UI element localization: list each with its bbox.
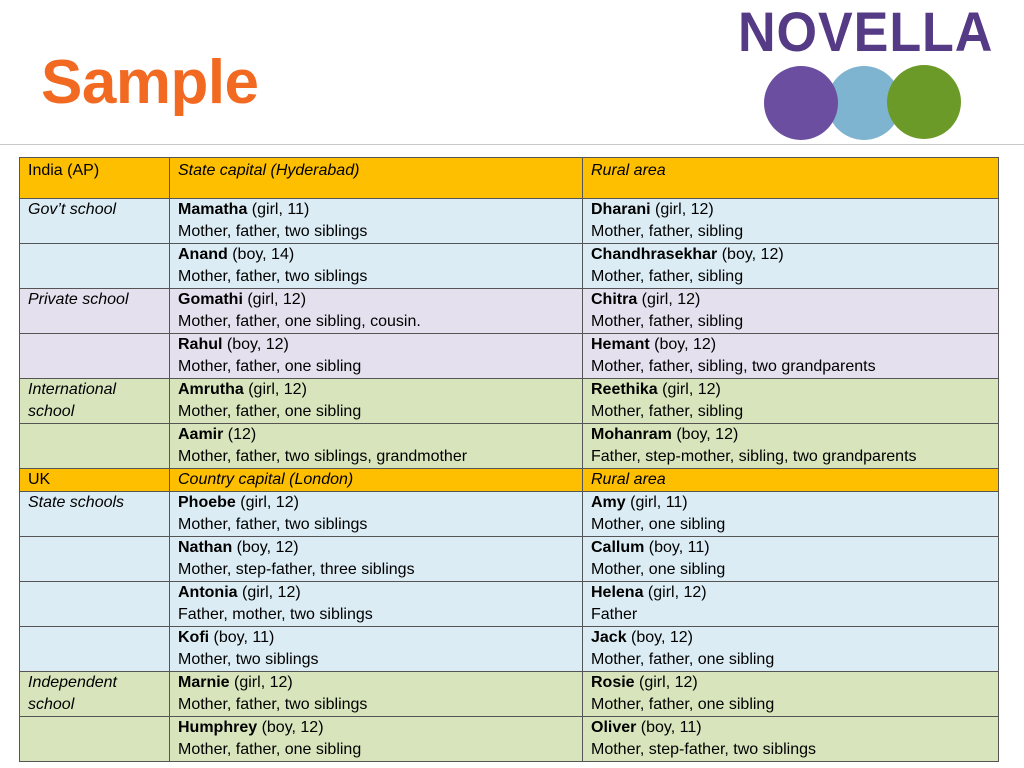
child-cell <box>170 672 583 717</box>
sample-table <box>19 157 999 762</box>
child-info: (boy, 12) <box>626 629 693 646</box>
child-family: Mother, father, two siblings <box>178 696 368 713</box>
table-row <box>20 379 999 424</box>
child-family: Mother, father, sibling, two grandparents <box>591 358 876 375</box>
child-cell <box>583 717 999 762</box>
child-cell <box>583 424 999 469</box>
child-cell <box>170 582 583 627</box>
title-divider <box>0 144 1024 145</box>
child-cell <box>583 244 999 289</box>
child-name: Rosie <box>591 674 635 691</box>
table-row <box>20 492 999 537</box>
table-row <box>20 289 999 334</box>
child-name: Mohanram <box>591 426 672 443</box>
child-family: Mother, father, sibling <box>591 313 744 330</box>
table-row <box>20 627 999 672</box>
child-family: Mother, father, sibling <box>591 403 744 420</box>
table-row <box>20 582 999 627</box>
child-name: Amy <box>591 494 626 511</box>
child-info: (girl, 12) <box>235 494 299 511</box>
uk-header-row <box>20 469 999 492</box>
child-cell <box>170 334 583 379</box>
child-cell <box>583 199 999 244</box>
child-info: (girl, 12) <box>634 674 698 691</box>
child-info: (boy, 12) <box>232 539 299 556</box>
school-cell <box>20 334 170 379</box>
child-name: Callum <box>591 539 645 556</box>
child-family: Father, mother, two siblings <box>178 606 373 623</box>
child-family: Mother, father, one sibling <box>591 651 775 668</box>
child-family: Father <box>591 606 638 623</box>
child-name: Helena <box>591 584 644 601</box>
child-name: Kofi <box>178 629 210 646</box>
child-family: Mother, father, sibling <box>591 223 744 240</box>
child-info: (girl, 12) <box>643 584 707 601</box>
child-cell <box>583 492 999 537</box>
table-row <box>20 244 999 289</box>
child-cell <box>583 672 999 717</box>
child-family: Mother, father, two siblings, grandmother <box>178 448 468 465</box>
table-row <box>20 199 999 244</box>
child-family: Mother, step-father, three siblings <box>178 561 415 578</box>
child-cell <box>170 244 583 289</box>
child-cell <box>170 717 583 762</box>
child-info: (girl, 12) <box>229 674 293 691</box>
table-row <box>20 537 999 582</box>
child-family: Mother, step-father, two siblings <box>591 741 816 758</box>
child-info: (girl, 12) <box>237 584 301 601</box>
child-name: Rahul <box>178 336 223 353</box>
child-info: (boy, 11) <box>636 719 702 736</box>
child-name: Gomathi <box>178 291 243 308</box>
logo-circle-green <box>887 65 961 139</box>
table-row <box>20 424 999 469</box>
child-name: Amrutha <box>178 381 244 398</box>
child-cell <box>583 537 999 582</box>
child-cell <box>170 537 583 582</box>
child-name: Jack <box>591 629 627 646</box>
child-info: (girl, 11) <box>625 494 688 511</box>
school-cell: International school <box>20 379 170 424</box>
child-name: Anand <box>178 246 228 263</box>
child-cell <box>170 379 583 424</box>
child-info: (12) <box>223 426 257 443</box>
novella-logo-circles <box>760 64 970 144</box>
child-info: (girl, 12) <box>243 381 307 398</box>
child-cell <box>170 199 583 244</box>
child-cell <box>170 424 583 469</box>
child-info: (boy, 14) <box>227 246 295 263</box>
child-info: (boy, 12) <box>649 336 717 353</box>
child-family: Mother, father, one sibling <box>591 696 775 713</box>
capital-header-cell: State capital (Hyderabad) <box>170 158 583 199</box>
table-row <box>20 717 999 762</box>
child-name: Humphrey <box>178 719 258 736</box>
child-name: Mamatha <box>178 201 248 218</box>
child-name: Oliver <box>591 719 637 736</box>
logo-circle-purple <box>764 66 838 140</box>
school-cell <box>20 244 170 289</box>
child-family: Mother, father, one sibling, cousin. <box>178 313 421 330</box>
india-header-row <box>20 158 999 199</box>
child-family: Mother, father, one sibling <box>178 358 362 375</box>
child-name: Chitra <box>591 291 638 308</box>
child-name: Antonia <box>178 584 238 601</box>
child-family: Mother, father, one sibling <box>178 403 362 420</box>
school-cell: Independent school <box>20 672 170 717</box>
child-cell <box>170 492 583 537</box>
school-cell: Gov’t school <box>20 199 170 244</box>
child-cell <box>583 582 999 627</box>
child-info: (boy, 11) <box>209 629 275 646</box>
child-family: Mother, father, one sibling <box>178 741 362 758</box>
child-name: Reethika <box>591 381 658 398</box>
capital-header-cell: Country capital (London) <box>170 469 583 492</box>
child-family: Mother, one sibling <box>591 561 726 578</box>
school-cell: Private school <box>20 289 170 334</box>
child-info: (girl, 12) <box>650 201 714 218</box>
school-cell <box>20 424 170 469</box>
child-name: Marnie <box>178 674 230 691</box>
child-info: (girl, 12) <box>242 291 307 308</box>
child-family: Father, step-mother, sibling, two grandparents <box>591 448 917 465</box>
child-info: (boy, 12) <box>222 336 289 353</box>
child-cell <box>170 289 583 334</box>
child-info: (girl, 12) <box>637 291 701 308</box>
rural-header-cell: Rural area <box>583 469 999 492</box>
child-cell <box>583 289 999 334</box>
child-name: Hemant <box>591 336 650 353</box>
child-info: (girl, 11) <box>247 201 310 218</box>
child-cell <box>583 334 999 379</box>
child-cell <box>583 379 999 424</box>
child-name: Nathan <box>178 539 233 556</box>
child-cell <box>583 627 999 672</box>
school-cell: State schools <box>20 492 170 537</box>
child-name: Phoebe <box>178 494 236 511</box>
table-row <box>20 672 999 717</box>
child-family: Mother, father, two siblings <box>178 268 368 285</box>
novella-logo-text: NOVELLA <box>738 0 994 63</box>
child-family: Mother, two siblings <box>178 651 319 668</box>
child-name: Chandhrasekhar <box>591 246 718 263</box>
child-info: (girl, 12) <box>657 381 721 398</box>
rural-header-cell: Rural area <box>583 158 999 199</box>
child-info: (boy, 12) <box>257 719 324 736</box>
child-name: Dharani <box>591 201 651 218</box>
child-info: (boy, 12) <box>717 246 784 263</box>
child-name: Aamir <box>178 426 224 443</box>
child-family: Mother, one sibling <box>591 516 726 533</box>
school-cell <box>20 717 170 762</box>
slide-title: Sample <box>41 48 259 117</box>
child-family: Mother, father, sibling <box>591 268 744 285</box>
child-family: Mother, father, two siblings <box>178 223 368 240</box>
child-info: (boy, 12) <box>671 426 739 443</box>
table-row <box>20 334 999 379</box>
child-family: Mother, father, two siblings <box>178 516 368 533</box>
school-cell <box>20 627 170 672</box>
child-info: (boy, 11) <box>644 539 710 556</box>
country-cell: India (AP) <box>20 158 170 199</box>
child-cell <box>170 627 583 672</box>
school-cell <box>20 537 170 582</box>
country-cell: UK <box>20 469 170 492</box>
school-cell <box>20 582 170 627</box>
